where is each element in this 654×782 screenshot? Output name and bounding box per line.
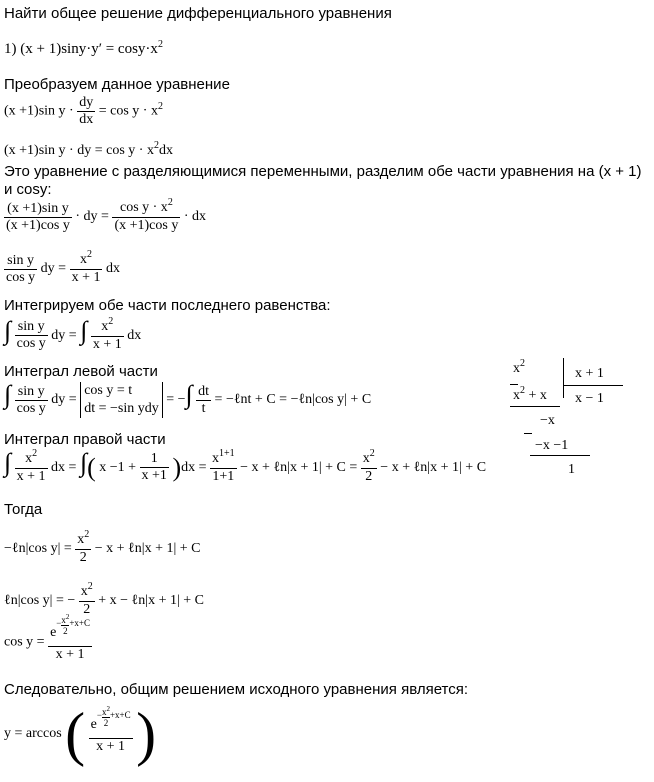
section-transform: Преобразуем данное уравнение (4, 76, 230, 93)
equation-6: ∫ $\frac{\text{sin y}}{\text{cos y}}$ dy = cos y = t dt = −sin ydy = −∫ $\frac{dt}{t}$ = −ℓnt + C = −ℓn|cos y| + C (4, 380, 372, 416)
equation-9: ℓn|cos y| = − $\frac{x^2}{2}$ + x − ℓn|x + 1| + C (4, 581, 204, 617)
section-right-integral: Интеграл правой части (4, 431, 166, 448)
equation-10: cos y = $e^{- \frac{x^2}{2} +x+C}$ x + 1 (4, 613, 91, 662)
equation-4: $\frac{\text{sin y}}{\text{cos y}}$ dy = $\frac{x^2}{x + 1}$ dx (6, 249, 120, 285)
section-integrate: Интегрируем обе части последнего равенства: (4, 297, 331, 314)
equation-11-general-solution: y = arccos ( $e^{- \frac{x^2}{2} +x+C}$ x + 1 ) (4, 701, 157, 767)
task-equation: 1) $(x + 1)\sin y\cdot y' = \cos y\cdot x^2$ (4, 39, 163, 57)
separation-text-line1: Это уравнение с разделяющимися переменными, разделим обе части уравнения на (x + 1) (4, 163, 642, 180)
section-conclusion: Следовательно, общим решением исходного уравнения является: (4, 681, 469, 698)
section-then: Тогда (4, 501, 43, 518)
equation-1: (x +1)sin y · $\frac{dy}{dx}$ = $\cos y \cdot x^2$ (4, 95, 163, 127)
equation-8: −ℓn|cos y| = $\frac{x^2}{2}$ − x + ℓn|x + 1| + C (4, 529, 201, 565)
equation-5: ∫ $\frac{\text{sin y}}{\text{cos y}}$ dy = ∫ $\frac{x^2}{x + 1}$ dx (4, 315, 142, 352)
equation-2: (x +1)sin y · dy = $\cos y \cdot x^2dx$ (4, 140, 173, 158)
equation-7: ∫ $\frac{x^2}{x + 1}$ dx = ∫( x −1 + $\frac{1}{x +1}$ )dx = $\frac{x^{1+1}}{1+1}$ − x + ℓn|x + 1| + C = $\frac{x^2}{2}$ − x + ℓn|x + 1| + C (4, 447, 487, 484)
separation-text-line2: и cosy: (4, 181, 52, 198)
equation-3: $\frac{\text{(x +1)sin y}}{\text{(x +1)cos y}}$ · dy = $\frac{\cos y \cdot x^2}{\text{(x +1)cos y}}$ · dx (6, 197, 207, 233)
problem-title: Найти общее решение дифференциального уравнения (4, 5, 392, 22)
section-left-integral: Интеграл левой части (4, 363, 158, 380)
